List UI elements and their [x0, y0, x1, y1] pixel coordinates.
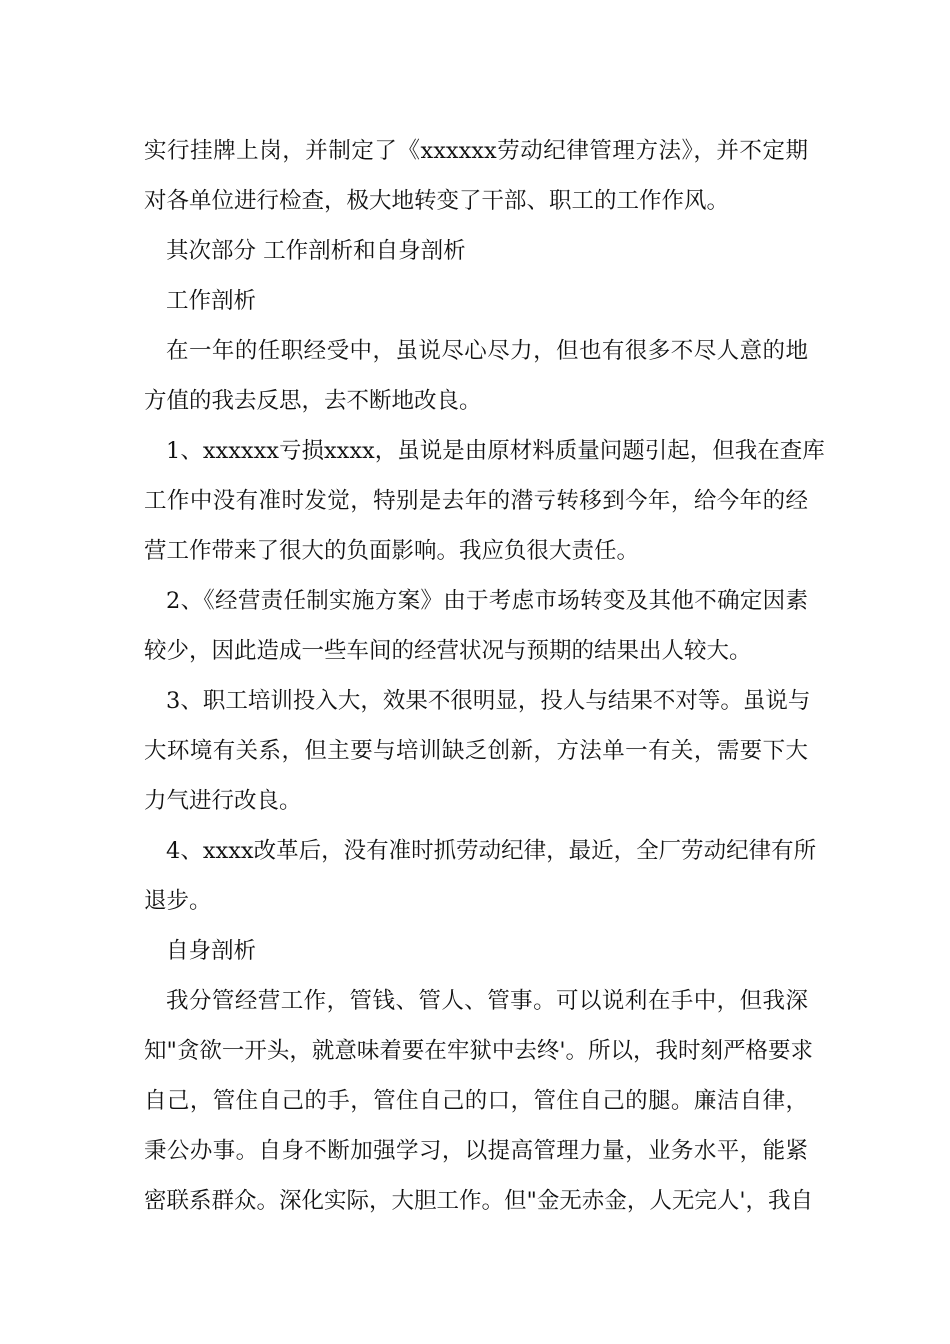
list-item-line: 4、xxxx改革后，没有准时抓劳动纪律，最近，全厂劳动纪律有所 — [166, 838, 817, 864]
text-line: 知"贪欲一开头，就意味着要在牢狱中去终'。所以，我时刻严格要求 — [144, 1038, 814, 1064]
text-line: 力气进行改良。 — [144, 788, 302, 814]
text-line: 我分管经营工作，管钱、管人、管事。可以说利在手中，但我深 — [166, 988, 808, 1014]
text-line: 秉公办事。自身不断加强学习，以提高管理力量，业务水平，能紧 — [144, 1138, 808, 1164]
text-line: 实行挂牌上岗，并制定了《xxxxxx劳动纪律管理方法》，并不定期 — [144, 138, 808, 164]
text-line: 营工作带来了很大的负面影响。我应负很大责任。 — [144, 538, 640, 564]
subsection-heading: 工作剖析 — [166, 288, 257, 314]
text-line: 工作中没有准时发觉，特别是去年的潜亏转移到今年，给今年的经 — [144, 488, 808, 514]
text-line: 退步。 — [144, 888, 212, 914]
list-item-line: 3、职工培训投入大，效果不很明显，投人与结果不对等。虽说与 — [166, 688, 811, 714]
list-item-line: 2、《经营责任制实施方案》由于考虑市场转变及其他不确定因素 — [166, 588, 808, 614]
text-line: 在一年的任职经受中，虽说尽心尽力，但也有很多不尽人意的地 — [166, 338, 808, 364]
text-line: 大环境有关系，但主要与培训缺乏创新，方法单一有关，需要下大 — [144, 738, 808, 764]
text-line: 方值的我去反思，去不断地改良。 — [144, 388, 482, 414]
subsection-heading: 自身剖析 — [166, 938, 257, 964]
text-line: 较少，因此造成一些车间的经营状况与预期的结果出人较大。 — [144, 638, 752, 664]
text-line: 自己，管住自己的手，管住自己的口，管住自己的腿。廉洁自律， — [144, 1088, 808, 1114]
list-item-line: 1、xxxxxx亏损xxxx，虽说是由原材料质量问题引起，但我在查库 — [166, 438, 825, 464]
text-line: 对各单位进行检查，极大地转变了干部、职工的工作作风。 — [144, 188, 730, 214]
section-heading: 其次部分 工作剖析和自身剖析 — [166, 238, 466, 264]
text-line: 密联系群众。深化实际，大胆工作。但"金无赤金，人无完人'，我自 — [144, 1188, 814, 1214]
